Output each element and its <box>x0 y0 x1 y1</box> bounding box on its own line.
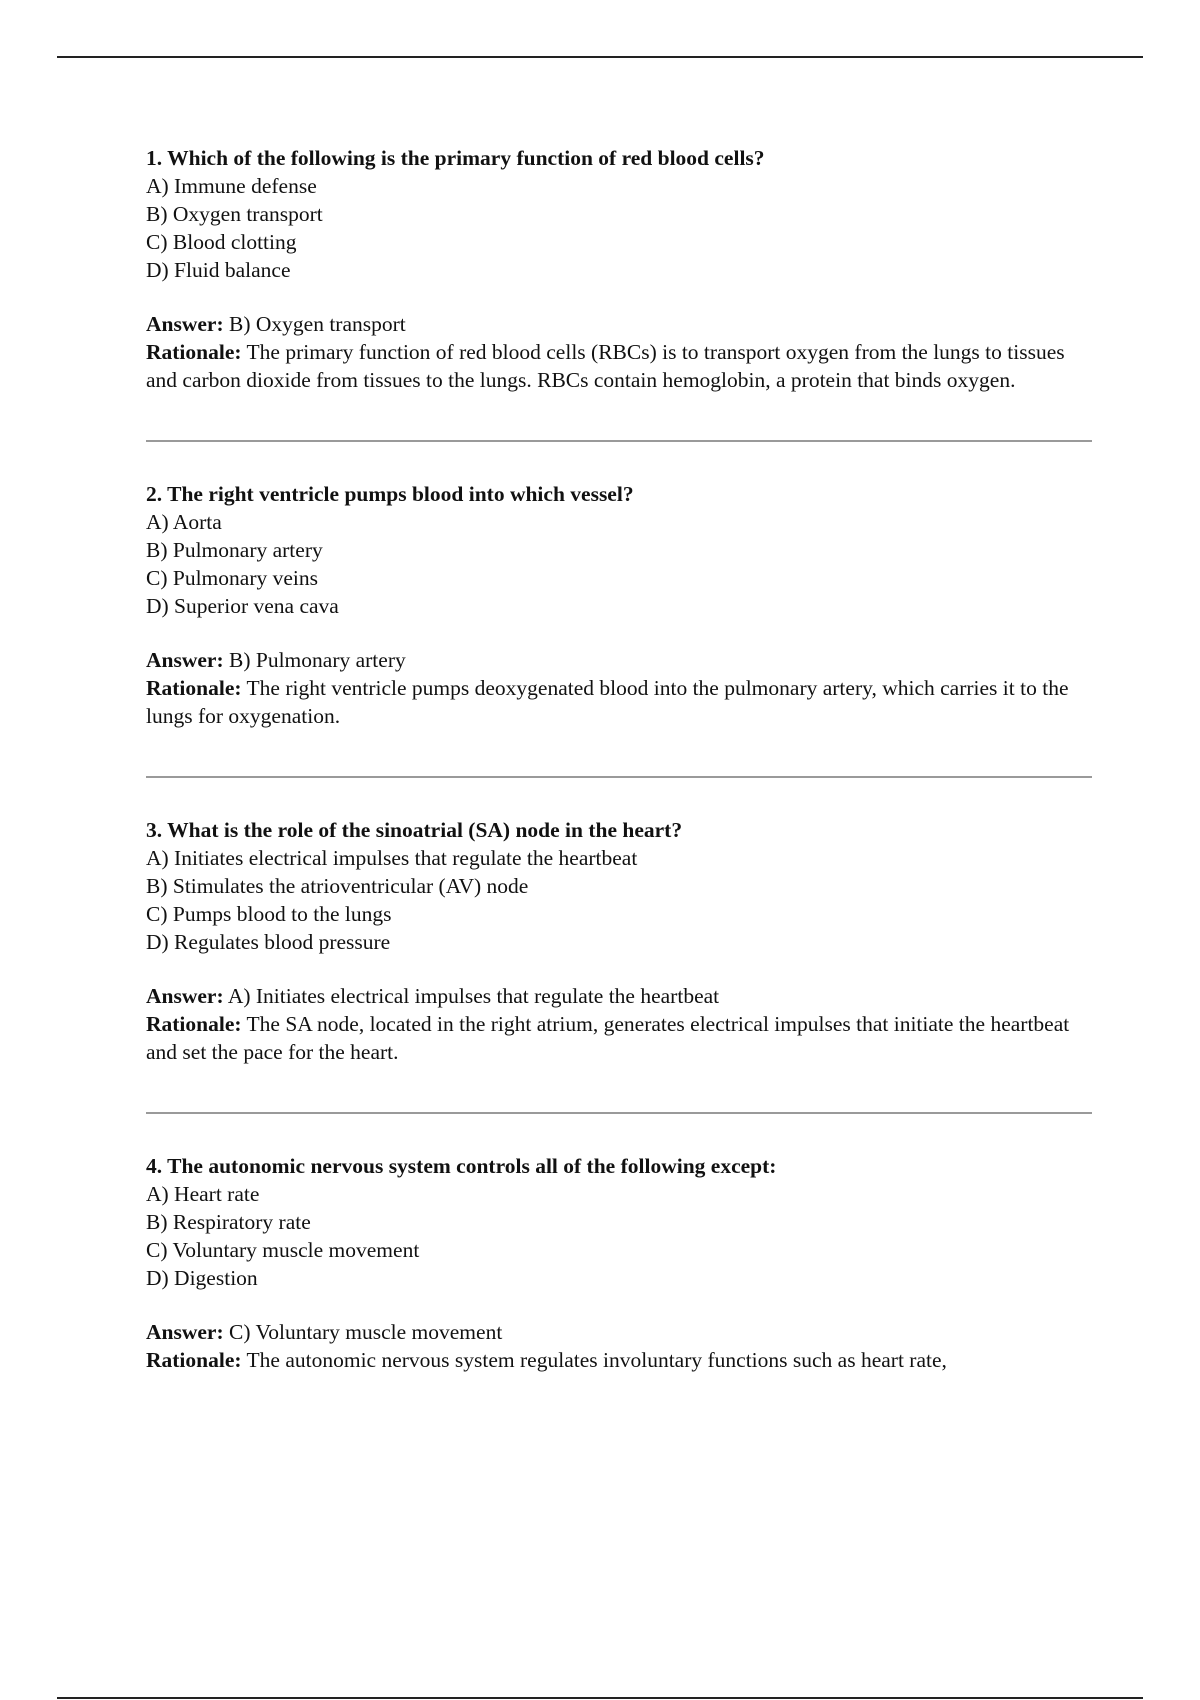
answer-label: Answer: <box>146 312 224 336</box>
question-separator <box>146 440 1092 442</box>
rationale-label: Rationale: <box>146 340 242 364</box>
question-1 <box>146 144 1092 394</box>
question-title: 1. Which of the following is the primary function of red blood cells? <box>146 146 765 170</box>
option-d: D) Digestion <box>146 1266 258 1290</box>
rationale-label: Rationale: <box>146 1012 242 1036</box>
answer-line <box>146 646 1092 674</box>
answer-text: B) Pulmonary artery <box>229 648 406 672</box>
option-b: B) Respiratory rate <box>146 1210 311 1234</box>
option-b: B) Pulmonary artery <box>146 538 323 562</box>
answer-label: Answer: <box>146 648 224 672</box>
question-separator <box>146 1112 1092 1114</box>
option-d: D) Regulates blood pressure <box>146 930 391 954</box>
option-a: A) Aorta <box>146 510 222 534</box>
answer-block <box>146 982 1092 1066</box>
rationale-text: The right ventricle pumps deoxygenated blood into the pulmonary artery, which carries it to the lungs for oxygenation. <box>146 676 1069 728</box>
answer-block <box>146 310 1092 394</box>
page-top-rule <box>57 56 1143 58</box>
option-a: A) Immune defense <box>146 174 317 198</box>
option-c: C) Pumps blood to the lungs <box>146 902 392 926</box>
page-bottom-rule <box>57 1697 1143 1699</box>
option-c: C) Blood clotting <box>146 230 297 254</box>
rationale-label: Rationale: <box>146 1348 242 1372</box>
option-d: D) Superior vena cava <box>146 594 339 618</box>
quiz-content <box>146 144 1092 1374</box>
answer-line <box>146 1318 1092 1346</box>
question-title: 3. What is the role of the sinoatrial (SA) node in the heart? <box>146 818 683 842</box>
answer-text: A) Initiates electrical impulses that regulate the heartbeat <box>227 984 720 1008</box>
option-b: B) Oxygen transport <box>146 202 323 226</box>
option-a: A) Initiates electrical impulses that regulate the heartbeat <box>146 846 638 870</box>
rationale-line <box>146 674 1092 730</box>
answer-block <box>146 646 1092 730</box>
answer-label: Answer: <box>146 1320 224 1344</box>
option-c: C) Pulmonary veins <box>146 566 318 590</box>
rationale-line <box>146 1010 1092 1066</box>
question-separator <box>146 776 1092 778</box>
answer-text: B) Oxygen transport <box>229 312 406 336</box>
rationale-text: The autonomic nervous system regulates involuntary functions such as heart rate, <box>246 1348 947 1372</box>
rationale-text: The SA node, located in the right atrium, generates electrical impulses that initiate the heartbeat and set the pace for the heart. <box>146 1012 1070 1064</box>
rationale-text: The primary function of red blood cells (RBCs) is to transport oxygen from the lungs to tissues and carbon dioxide from tissues to the lungs. RBCs contain hemoglobin, a protein that binds oxygen. <box>146 340 1065 392</box>
question-2 <box>146 480 1092 730</box>
answer-block <box>146 1318 1092 1374</box>
rationale-label: Rationale: <box>146 676 242 700</box>
rationale-line <box>146 338 1092 394</box>
answer-line <box>146 310 1092 338</box>
rationale-line <box>146 1346 1092 1374</box>
question-title: 4. The autonomic nervous system controls all of the following except: <box>146 1154 777 1178</box>
question-4 <box>146 1152 1092 1374</box>
option-c: C) Voluntary muscle movement <box>146 1238 420 1262</box>
option-b: B) Stimulates the atrioventricular (AV) node <box>146 874 529 898</box>
question-title: 2. The right ventricle pumps blood into which vessel? <box>146 482 634 506</box>
option-d: D) Fluid balance <box>146 258 291 282</box>
answer-line <box>146 982 1092 1010</box>
option-a: A) Heart rate <box>146 1182 260 1206</box>
answer-label: Answer: <box>146 984 224 1008</box>
question-3 <box>146 816 1092 1066</box>
answer-text: C) Voluntary muscle movement <box>229 1320 503 1344</box>
